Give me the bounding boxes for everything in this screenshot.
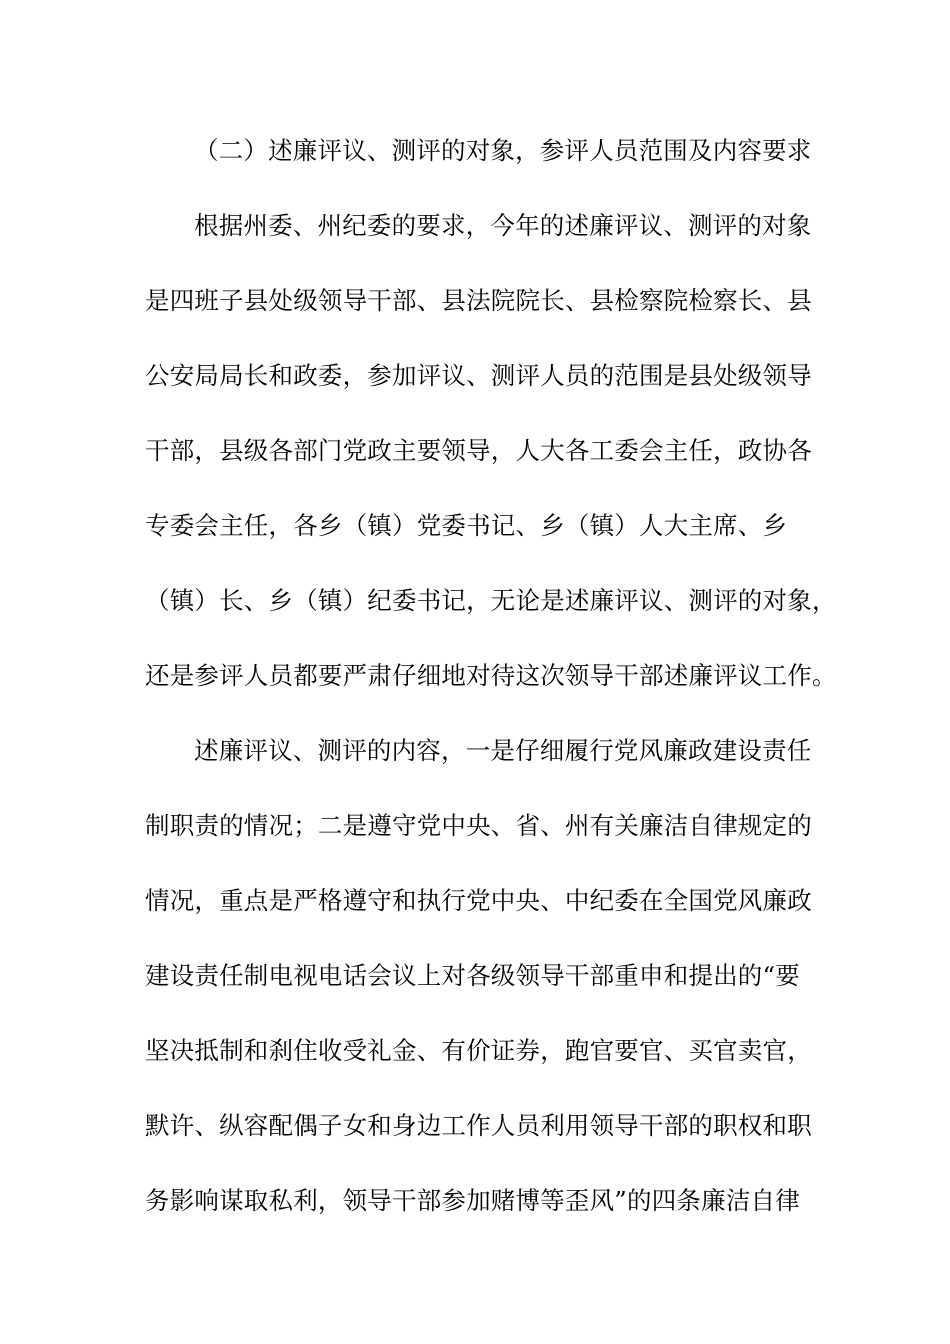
section-heading: （二）述廉评议、测评的对象，参评人员范围及内容要求	[194, 136, 812, 165]
paragraph-line: 还是参评人员都要严肃仔细地对待这次领导干部述廉评议工作。	[145, 661, 837, 690]
paragraph-line: 专委会主任，各乡（镇）党委书记、乡（镇）人大主席、乡	[145, 511, 788, 540]
paragraph-line: 根据州委、州纪委的要求，今年的述廉评议、测评的对象	[194, 211, 812, 240]
paragraph-line: 制职责的情况；二是遵守党中央、省、州有关廉洁自律规定的	[145, 811, 812, 840]
paragraph-line: 干部，县级各部门党政主要领导，人大各工委会主任，政协各	[145, 436, 812, 465]
paragraph-line: 公安局局长和政委，参加评议、测评人员的范围是县处级领导	[145, 361, 812, 390]
paragraph-line: 默许、纵容配偶子女和身边工作人员利用领导干部的职权和职	[145, 1111, 812, 1140]
paragraph-line: 建设责任制电视电话会议上对各级领导干部重申和提出的“要	[145, 961, 800, 990]
paragraph-line: 是四班子县处级领导干部、县法院院长、县检察院检察长、县	[145, 286, 812, 315]
paragraph-line: 坚决抵制和刹住收受礼金、有价证券，跑官要官、买官卖官，	[145, 1036, 812, 1065]
paragraph-line: 情况，重点是严格遵守和执行党中央、中纪委在全国党风廉政	[145, 886, 812, 915]
paragraph-line: 述廉评议、测评的内容，一是仔细履行党风廉政建设责任	[194, 736, 812, 765]
paragraph-line: （镇）长、乡（镇）纪委书记，无论是述廉评议、测评的对象，	[145, 586, 837, 615]
paragraph-line: 务影响谋取私利，领导干部参加赌博等歪风”的四条廉洁自律	[145, 1186, 800, 1215]
